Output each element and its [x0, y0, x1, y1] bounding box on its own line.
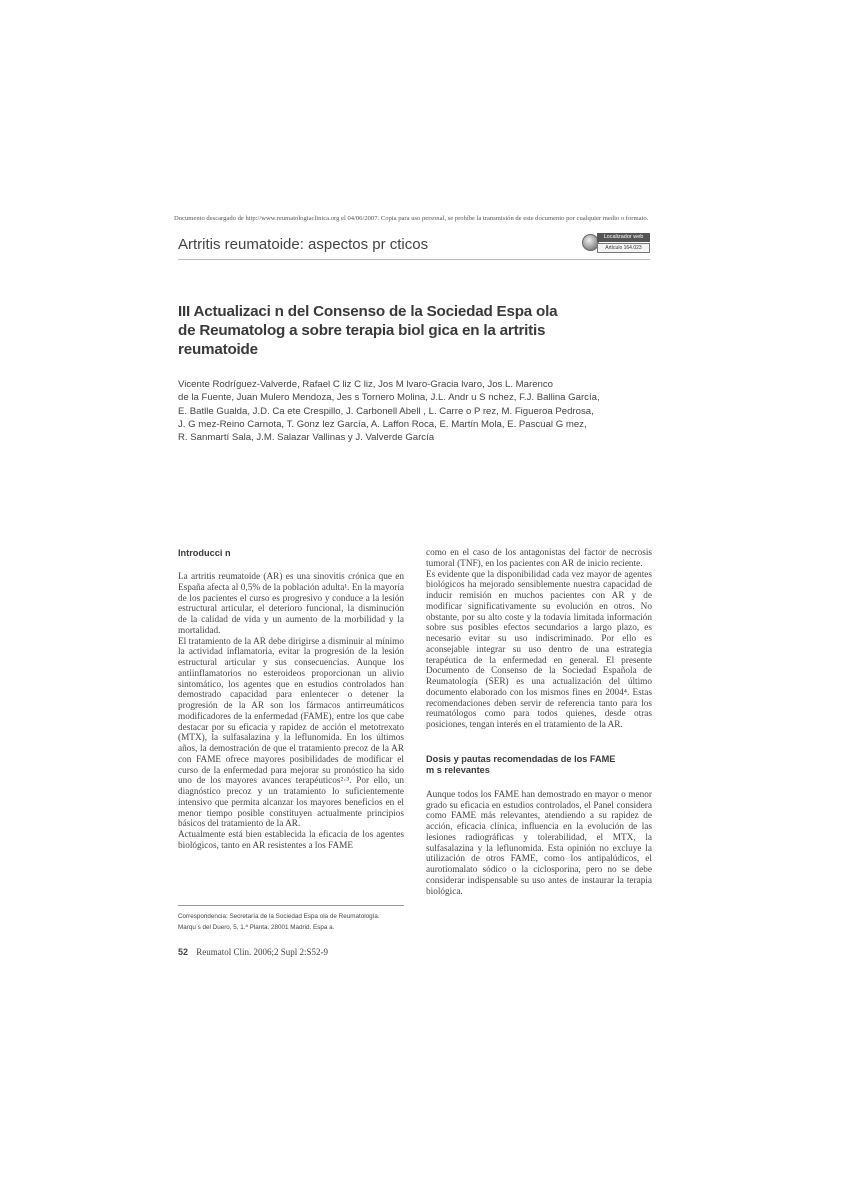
section-title: Artritis reumatoide: aspectos pr cticos — [178, 236, 429, 253]
body-paragraph: El tratamiento de la AR debe dirigirse a disminuir al mínimo la actividad inflamatoria, evitar la progresión de la lesión estructural articular y sus consecuencias. Aunque los antiinflamatorios no esteroideos proporcionan un alivio sintomático, los agentes que en estudios controlados han demostrado capacidad para enlentecer o detener la progresión de la AR son los fármacos antirreumáticos modificadores de la enfermedad (FAME), entre los que cabe destacar por su eficacia y rapidez de acción el metotrexato (MTX), la sulfasalazina y la leflunomida. En los últimos años, la demostración de que el tratamiento precoz de la AR con FAME ofrece mayores posibilidades de modificar el curso de la enfermedad para mejorar su pronóstico ha sido uno de los mayores avances terapéuticos²·³. Por ello, un diagnóstico precoz y un tratamiento lo suficientemente intensivo que permita alcanzar los mayores beneficios en el menor tiempo posible constituyen actualmente principios básicos del tratamiento de la AR. — [178, 636, 404, 830]
web-locator-badge[interactable] — [582, 233, 650, 253]
article-title — [178, 302, 648, 359]
right-column — [426, 548, 652, 897]
left-column — [178, 548, 404, 852]
body-paragraph: La artritis reumatoide (AR) es una sinovitis crónica que en España afecta al 0,5% de la población adulta¹. En la mayoría de los pacientes el curso es progresivo y conduce a la lesión estructural articular, el deterioro funcional, la disminución de la calidad de vida y un aumento de la morbilidad y la mortalidad. — [178, 572, 404, 636]
header-divider — [178, 259, 650, 260]
page-footer — [178, 947, 328, 957]
title-line: reumatoide — [178, 341, 258, 358]
locator-label: Localizador web — [597, 233, 650, 242]
fame-heading — [426, 754, 652, 776]
download-note: Documento descargado de http://www.reumatologiaclinica.org el 04/06/2007. Copia para uso personal, se prohíbe la transmisión de este documento por cualquier medio o formato. — [174, 215, 649, 222]
body-paragraph: Es evidente que la disponibilidad cada vez mayor de agentes biológicos ha mejorado sensiblemente nuestra capacidad de inducir remisión en muchos pacientes con AR y de modificar significativamente su evolución en otros. No obstante, por su alto coste y la todavía limitada información sobre sus posibles efectos secundarios a largo plazo, es necesario evitar su uso indiscriminado. Por ello es aconsejable integrar su uso dentro de una estrategia terapéutica de la enfermedad en general. El presente Documento de Consenso de la Sociedad Española de Reumatología (SER) es una actualización del último documento elaborado con los mismos fines en 2004⁴. Estas recomendaciones deben servir de referencia tanto para los reumatólogos como para todos quienes, desde otras posiciones, tengan interés en el tratamiento de la AR. — [426, 569, 652, 730]
author-list — [178, 378, 650, 444]
heading-line: m s relevantes — [426, 764, 490, 775]
journal-citation: Reumatol Clin. 2006;2 Supl 2:S52-9 — [196, 947, 329, 957]
page-number: 52 — [178, 947, 189, 957]
correspondence-line: Marqu s del Duero, 5, 1.ª Planta. 28001 Madrid. Espa a. — [178, 923, 335, 931]
body-paragraph: Aunque todos los FAME han demostrado en mayor o menor grado su eficacia en estudios controlados, el Panel considera como FAME más relevantes, atendiendo a su rapidez de acción, eficacia clínica, influencia en la evolución de las lesiones radiográficas y tolerabilidad, el MTX, la sulfasalazina y la leflunomida. Esta opinión no excluye la utilización de otros FAME, como los antipalúdicos, el aurotiomalato sódico o la ciclosporina, pero no se debe considerar indispensable su uso antes de instaurar la terapia biológica. — [426, 789, 652, 897]
correspondence-note — [178, 912, 408, 933]
author-line: R. Sanmartí Sala, J.M. Salazar Vallinas y J. Valverde García — [178, 432, 435, 444]
heading-line: Dosis y pautas recomendadas de los FAME — [426, 753, 616, 764]
locator-code: Artículo 164.023 — [597, 243, 650, 253]
body-paragraph: Actualmente está bien establecida la eficacia de los agentes biológicos, tanto en AR resistentes a los FAME — [178, 830, 404, 851]
author-line: de la Fuente, Juan Mulero Mendoza, Jes s Tornero Molina, J.L. Andr u S nchez, F.J. Ballina García, — [178, 392, 600, 404]
title-line: de Reumatolog a sobre terapia biol gica en la artritis — [178, 322, 546, 339]
introduction-heading: Introducci n — [178, 548, 231, 558]
author-line: J. G mez-Reino Carnota, T. Gonz lez García, A. Laffon Roca, E. Martín Mola, E. Pascual G mez, — [178, 418, 587, 430]
author-line: Vicente Rodríguez-Valverde, Rafael C liz C liz, Jos M lvaro-Gracia lvaro, Jos L. Marenco — [178, 379, 554, 390]
footnote-divider — [178, 905, 404, 906]
title-line: III Actualizaci n del Consenso de la Sociedad Espa ola — [178, 303, 558, 320]
author-line: E. Batlle Gualda, J.D. Ca ete Crespillo, J. Carbonell Abell , L. Carre o P rez, M. Figueroa Pedrosa, — [178, 405, 594, 417]
correspondence-line: Correspondencia: Secretaría de la Sociedad Espa ola de Reumatología. — [178, 913, 380, 920]
body-paragraph: como en el caso de los antagonistas del factor de necrosis tumoral (TNF), en los pacientes con AR de inicio reciente. — [426, 548, 652, 569]
